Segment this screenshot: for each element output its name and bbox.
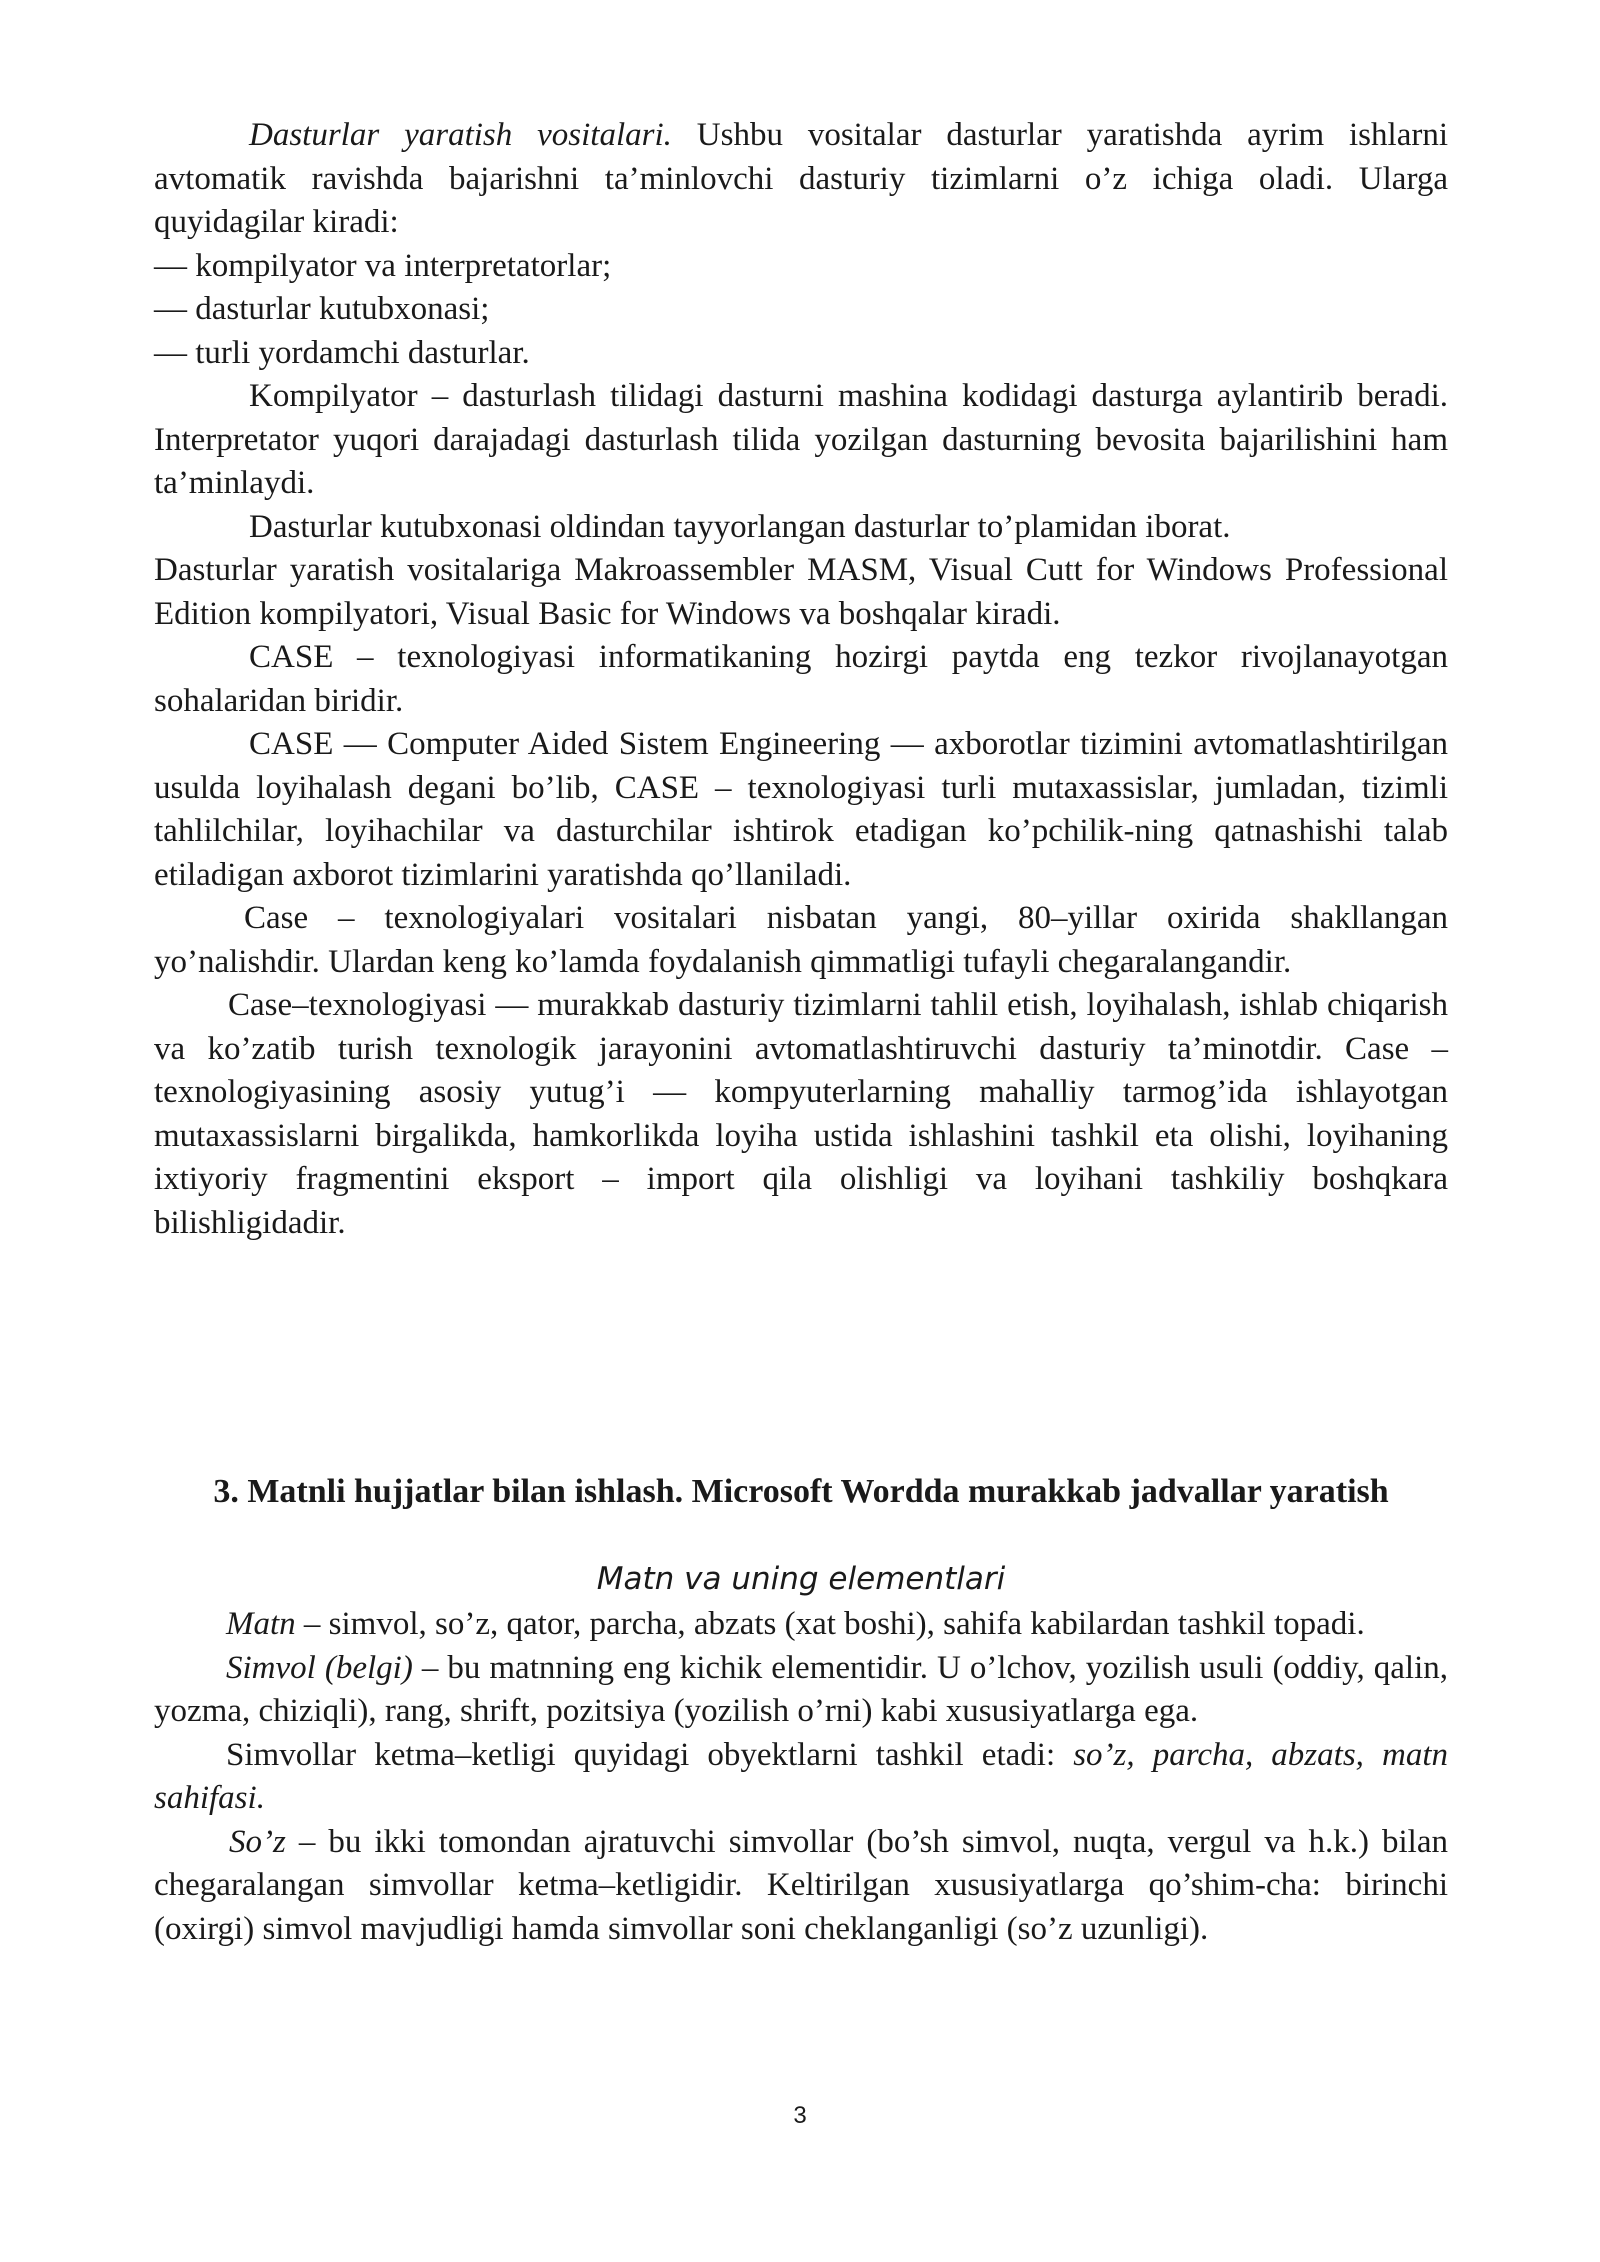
paragraph-case-definition: CASE — Computer Aided Sistem Engineering — axborotlar tizimini avtomatlashtirilgan usulda loyihalash degani bo’lib, CASE – texnologiyasi turli mutaxassislar, jumladan, tizimli tahlilchilar, loyihachilar va dasturchilar ishtirok etadigan ko’pchilik-ning qatnashishi talab etiladigan axborot tizimlarini yaratishda qo’llaniladi.	[154, 726, 1448, 893]
section-text-elements	[154, 1603, 1448, 1951]
paragraph-case-tools: Case – texnologiyalari vositalari nisbatan yangi, 80–yillar oxirida shakllangan yo’nalishdir. Ulardan keng ko’lamda foydalanish qimmatligi tufayli chegaralangandir.	[154, 900, 1448, 980]
paragraph-objects: Simvollar ketma–ketligi quyidagi obyektlarni tashkil etadi: so’z, parcha, abzats, matn sahifasi.	[154, 1736, 1448, 1816]
paragraph-library: Dasturlar kutubxonasi oldindan tayyorlangan dasturlar to’plamidan iborat.	[249, 508, 1231, 545]
italic-term: So’z	[229, 1823, 286, 1860]
section-subheading: Matn va uning elementlari	[596, 1561, 1006, 1597]
section-software-tools	[154, 114, 1448, 1245]
paragraph-compiler: Kompilyator – dasturlash tilidagi dasturni mashina kodidagi dasturga aylantirib beradi. Interpretator yuqori darajadagi dasturlash tilida yozilgan dasturning bevosita bajarilishini ham ta’minlaydi.	[154, 378, 1448, 501]
list-item: — kompilyator va interpretatorlar;	[154, 247, 612, 284]
italic-term: Dasturlar yaratish vositalari.	[249, 117, 672, 153]
italic-term: so’z, parcha, abzats, matn sahifasi.	[154, 1736, 1448, 1816]
paragraph-tools-list: Dasturlar yaratish vositalariga Makroassembler MASM, Visual Cutt for Windows Professional Edition kompilyatori, Visual Basic for Windows va boshqalar kiradi.	[154, 552, 1448, 632]
list-item: — turli yordamchi dasturlar.	[154, 334, 530, 371]
paragraph-matn: Matn – simvol, so’z, qator, parcha, abzats (xat boshi), sahifa kabilardan tashkil topadi.	[226, 1606, 1365, 1642]
page-number: 3	[793, 2102, 807, 2129]
paragraph-intro: Dasturlar yaratish vositalari. Ushbu vositalar dasturlar yaratishda ayrim ishlarni avtomatik ravishda bajarishni ta’minlovchi dasturiy tizimlarni o’z ichiga oladi. Ularga quyidagilar kiradi:	[154, 117, 1448, 240]
section-heading: 3. Matnli hujjatlar bilan ishlash. Microsoft Wordda murakkab jadvallar yaratish	[213, 1473, 1389, 1510]
list-item: — dasturlar kutubxonasi;	[154, 291, 490, 327]
paragraph-case-intro: CASE – texnologiyasi informatikaning hozirgi paytda eng tezkor rivojlanayotgan sohalaridan biridir.	[154, 639, 1448, 719]
italic-term: Matn	[226, 1606, 296, 1642]
paragraph-case-technology: Case–texnologiyasi — murakkab dasturiy tizimlarni tahlil etish, loyihalash, ishlab chiqarish va ko’zatib turish texnologik jarayonini avtomatlashtiruvchi dasturiy ta’minotdir. Case – texnologiyasining asosiy yutug’i — kompyuterlarning mahalliy tarmog’ida ishlayotgan mutaxassislarni birgalikda, hamkorlikda loyiha ustida ishlashini tashkil eta olishi, loyihaning ixtiyoriy fragmentini eksport – import qila olishligi va loyihani tashkiliy boshqkara bilishligidadir.	[154, 987, 1448, 1241]
italic-term: Simvol (belgi)	[226, 1649, 413, 1686]
paragraph-soz: So’z – bu ikki tomondan ajratuvchi simvollar (bo’sh simvol, nuqta, vergul va h.k.) bilan chegaralangan simvollar ketma–ketligidir. Keltirilgan xususiyatlarga qo’shim-cha: birinchi (oxirgi) simvol mavjudligi hamda simvollar soni cheklanganligi (so’z uzunligi).	[154, 1823, 1448, 1947]
paragraph-simvol: Simvol (belgi) – bu matnning eng kichik elementidir. U o’lchov, yozilish usuli (oddiy, qalin, yozma, chiziqli), rang, shrift, pozitsiya (yozilish o’rni) kabi xususiyatlarga ega.	[154, 1649, 1449, 1729]
